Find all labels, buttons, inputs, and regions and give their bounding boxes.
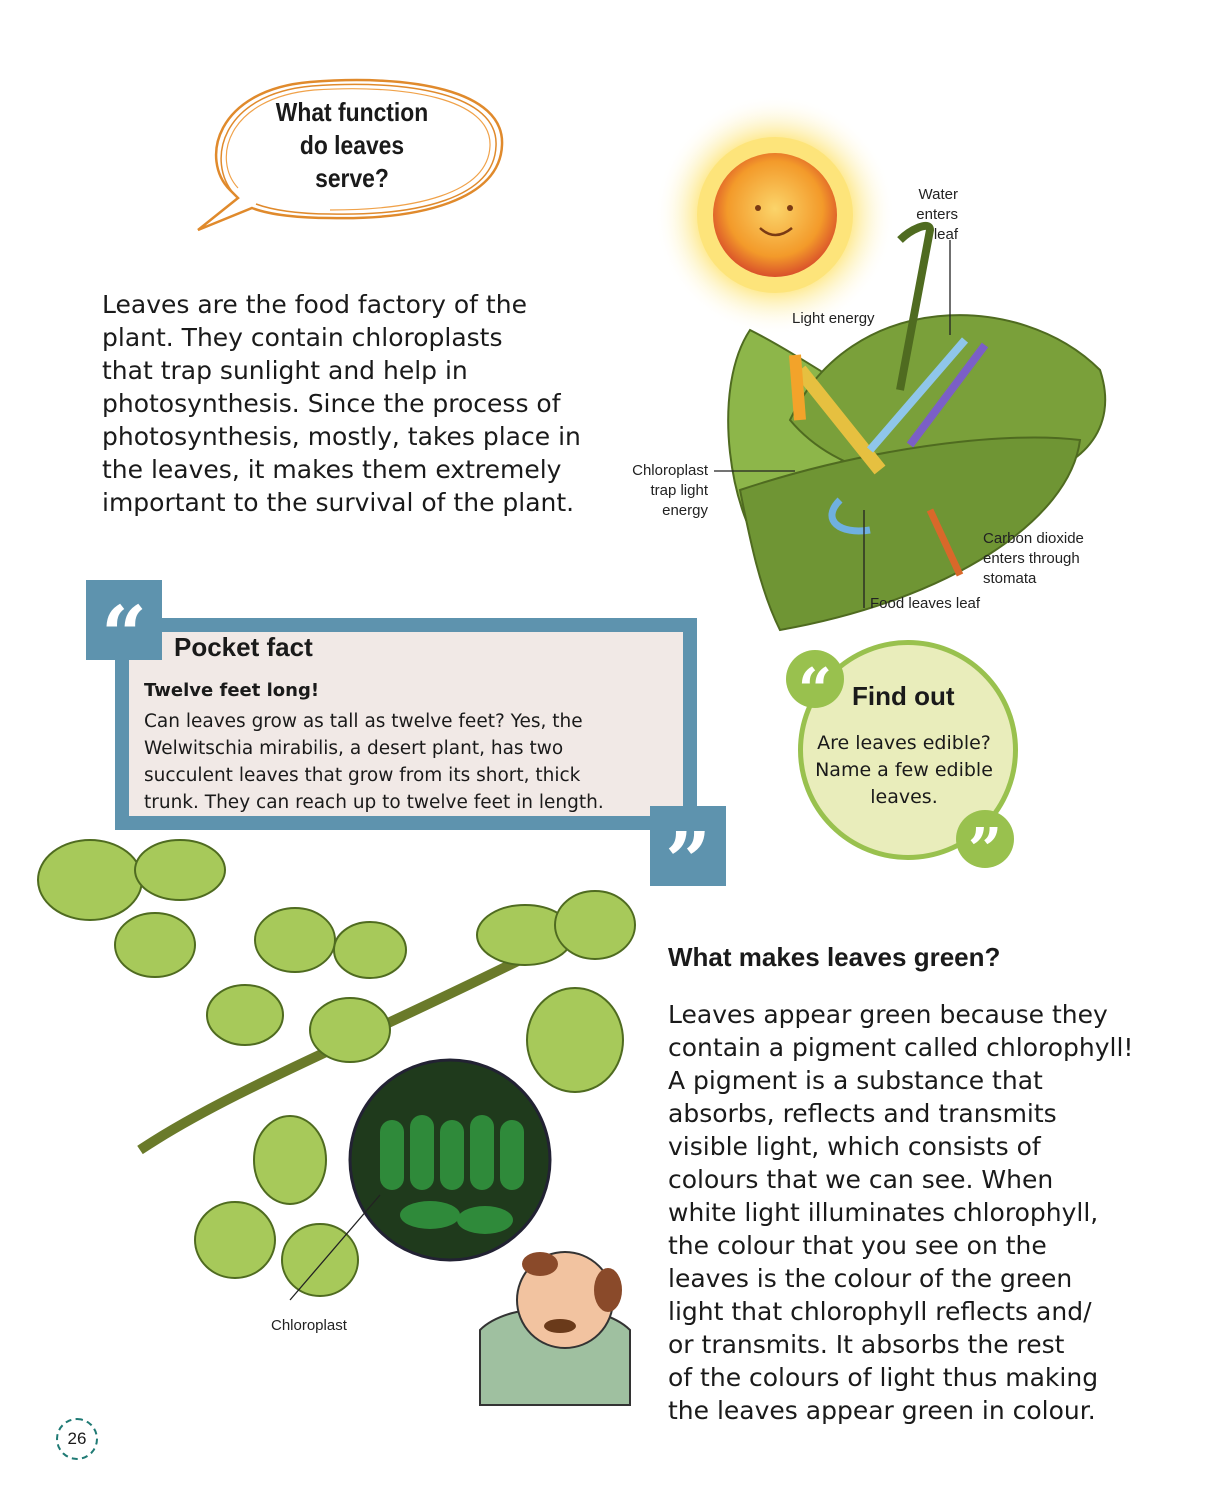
- carbon-dioxide-label: Carbon dioxide enters through stomata: [983, 530, 1084, 587]
- close-quote-icon: ”: [650, 806, 726, 886]
- find-out-body: Are leaves edible? Name a few edible leaves.: [815, 732, 993, 808]
- light-energy-label: Light energy: [792, 310, 875, 327]
- chloroplast-trap-label: Chloroplast trap light energy: [632, 462, 708, 519]
- green-section-body: Leaves appear green because they contain a pigment called chlorophyll! A pigment is a substance that absorbs, reflects and transmits visible light, which consists of colours that we can see. When white light illuminates chlorophyll, the colour that you see on the leaves is the colour of the green light that chlorophyll reflects and/ or transmits. It absorbs the rest of the colours of light thus making the leaves appear green in colour.: [668, 1000, 1134, 1425]
- find-out-close-quote-icon: ”: [956, 810, 1014, 868]
- find-out-title: Find out: [852, 681, 955, 711]
- food-leaves-label: Food leaves leaf: [870, 595, 981, 612]
- green-section-heading: What makes leaves green?: [668, 942, 1001, 972]
- pocket-fact-subtitle: Twelve feet long!: [144, 680, 320, 701]
- intro-paragraph: Leaves are the food factory of the plant. They contain chloroplasts that trap sunlight and help in photosynthesis. Since the process of photosynthesis, mostly, takes place in the leaves, it makes them extremely important to the survival of the plant.: [102, 290, 581, 517]
- find-out-open-quote-icon: “: [786, 650, 844, 708]
- question-line-1: What function: [275, 97, 429, 127]
- question-line-2: do leaves: [299, 130, 405, 160]
- sun-icon: [655, 95, 895, 335]
- question-bubble-text: [255, 96, 449, 195]
- pocket-fact-title: Pocket fact: [174, 632, 313, 662]
- chloroplast-label: Chloroplast: [271, 1317, 347, 1334]
- pocket-fact-body: Can leaves grow as tall as twelve feet? Yes, the Welwitschia mirabilis, a desert plant, has two succulent leaves that grow from its short, thick trunk. They can reach up to twelve feet in length.: [144, 711, 604, 813]
- page-number: 26: [56, 1418, 98, 1460]
- open-quote-icon: “: [86, 580, 162, 660]
- thinking-man-figure: [480, 1252, 630, 1405]
- water-label: Water enters leaf: [916, 186, 958, 243]
- question-line-3: serve?: [315, 163, 389, 193]
